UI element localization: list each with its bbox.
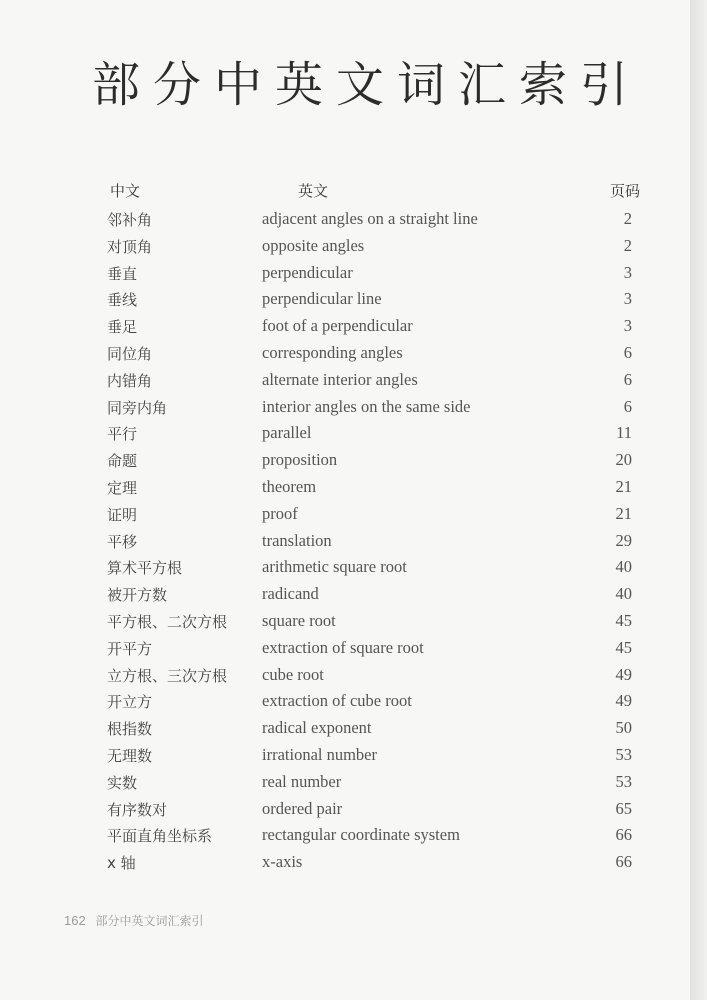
header-page: 页码 [609, 182, 640, 200]
entry-page: 6 [623, 369, 632, 389]
entry-chinese: 证明 [107, 505, 138, 524]
entry-english: ordered pair [262, 798, 343, 818]
entry-page: 21 [615, 476, 632, 496]
entry-page: 6 [623, 396, 632, 416]
index-entry [0, 688, 690, 715]
entry-page: 45 [615, 610, 632, 630]
entry-page: 6 [623, 342, 632, 362]
entry-chinese: 实数 [107, 773, 138, 792]
index-entry [0, 206, 690, 233]
index-entry [0, 394, 690, 421]
entry-english: extraction of cube root [262, 691, 412, 711]
entry-chinese: 开平方 [107, 639, 153, 658]
entry-chinese: 平面直角坐标系 [107, 827, 213, 846]
entry-chinese: 内错角 [107, 371, 153, 390]
index-entry [0, 340, 690, 367]
entry-page: 49 [615, 691, 632, 711]
entry-page: 65 [615, 798, 632, 818]
entry-page: 53 [615, 771, 632, 791]
entry-chinese: 根指数 [107, 720, 153, 739]
index-entry [0, 260, 690, 287]
index-entry [0, 822, 690, 849]
index-entry [0, 367, 690, 394]
entry-page: 50 [615, 718, 632, 738]
entry-page: 20 [615, 450, 632, 470]
entry-chinese: 立方根、三次方根 [107, 666, 228, 685]
entry-page: 53 [615, 744, 632, 764]
index-entry [0, 581, 690, 608]
page-edge-shadow [690, 0, 707, 1000]
entry-english: radicand [262, 584, 319, 604]
page-footer [64, 912, 204, 929]
entry-page: 29 [615, 530, 632, 550]
entry-chinese: 无理数 [107, 746, 153, 765]
entry-english: extraction of square root [262, 637, 424, 657]
entry-page: 49 [615, 664, 632, 684]
entry-english: irrational number [262, 744, 378, 764]
entry-chinese: 平方根、二次方根 [107, 612, 228, 631]
entry-english: alternate interior angles [262, 369, 418, 389]
index-entry [0, 635, 690, 662]
entry-page: 21 [615, 503, 632, 523]
entry-chinese: 定理 [107, 478, 138, 497]
entry-english: x-axis [262, 852, 303, 872]
index-entry [0, 233, 690, 260]
entry-english: arithmetic square root [262, 557, 407, 577]
entry-page: 2 [623, 209, 632, 228]
entry-english: foot of a perpendicular [262, 316, 413, 336]
index-entry [0, 742, 690, 769]
entry-chinese: 命题 [107, 452, 138, 471]
entry-chinese: x 轴 [107, 854, 136, 873]
entry-english: square root [262, 610, 336, 630]
entry-chinese: 算术平方根 [107, 559, 183, 578]
entry-english: parallel [262, 423, 312, 443]
header-english: 英文 [298, 182, 329, 200]
entry-page: 40 [615, 584, 632, 604]
entry-page: 2 [623, 235, 632, 255]
entry-chinese: 邻补角 [107, 211, 153, 229]
footer-page-number: 162 [64, 913, 86, 928]
entry-english: proposition [262, 450, 338, 470]
entry-page: 3 [623, 289, 632, 309]
entry-english: radical exponent [262, 718, 372, 738]
entry-chinese: 被开方数 [107, 586, 168, 605]
entry-chinese: 垂线 [107, 291, 138, 310]
entry-english: corresponding angles [262, 342, 403, 362]
entry-page: 11 [616, 423, 632, 443]
entry-chinese: 开立方 [107, 693, 153, 712]
index-list [0, 206, 690, 876]
entry-page: 45 [615, 637, 632, 657]
entry-english: cube root [262, 664, 324, 684]
entry-chinese: 平移 [107, 532, 138, 551]
entry-english: adjacent angles on a straight line [262, 209, 478, 228]
entry-english: theorem [262, 476, 317, 496]
entry-english: proof [262, 503, 298, 523]
index-entry [0, 796, 690, 823]
index-entry [0, 501, 690, 528]
entry-page: 66 [615, 825, 632, 845]
entry-chinese: 垂足 [107, 318, 138, 337]
index-entry [0, 849, 690, 876]
entry-chinese: 同位角 [107, 344, 153, 363]
index-entry [0, 313, 690, 340]
entry-english: opposite angles [262, 235, 365, 255]
entry-page: 3 [623, 262, 632, 282]
entry-page: 3 [623, 316, 632, 336]
entry-english: translation [262, 530, 332, 550]
index-entry [0, 474, 690, 501]
index-entry [0, 447, 690, 474]
entry-chinese: 垂直 [107, 264, 138, 283]
index-entry [0, 662, 690, 689]
entry-english: perpendicular line [262, 289, 382, 309]
entry-english: perpendicular [262, 262, 353, 282]
entry-english: real number [262, 771, 342, 791]
entry-english: interior angles on the same side [262, 396, 471, 416]
entry-page: 40 [615, 557, 632, 577]
entry-chinese: 平行 [107, 425, 138, 444]
index-entry [0, 286, 690, 313]
entry-chinese: 同旁内角 [107, 398, 168, 417]
entry-english: rectangular coordinate system [262, 825, 460, 845]
header-chinese: 中文 [110, 182, 141, 200]
entry-chinese: 有序数对 [107, 800, 168, 819]
index-entry [0, 554, 690, 581]
index-header-row [0, 180, 690, 206]
entry-chinese: 对顶角 [107, 237, 153, 256]
index-entry [0, 715, 690, 742]
entry-page: 66 [615, 852, 632, 872]
page-title: 部分中英文词汇索引 [92, 57, 642, 113]
index-entry [0, 420, 690, 447]
index-entry [0, 528, 690, 555]
index-entry [0, 608, 690, 635]
footer-running-title: 部分中英文词汇索引 [95, 914, 204, 928]
index-entry [0, 769, 690, 796]
